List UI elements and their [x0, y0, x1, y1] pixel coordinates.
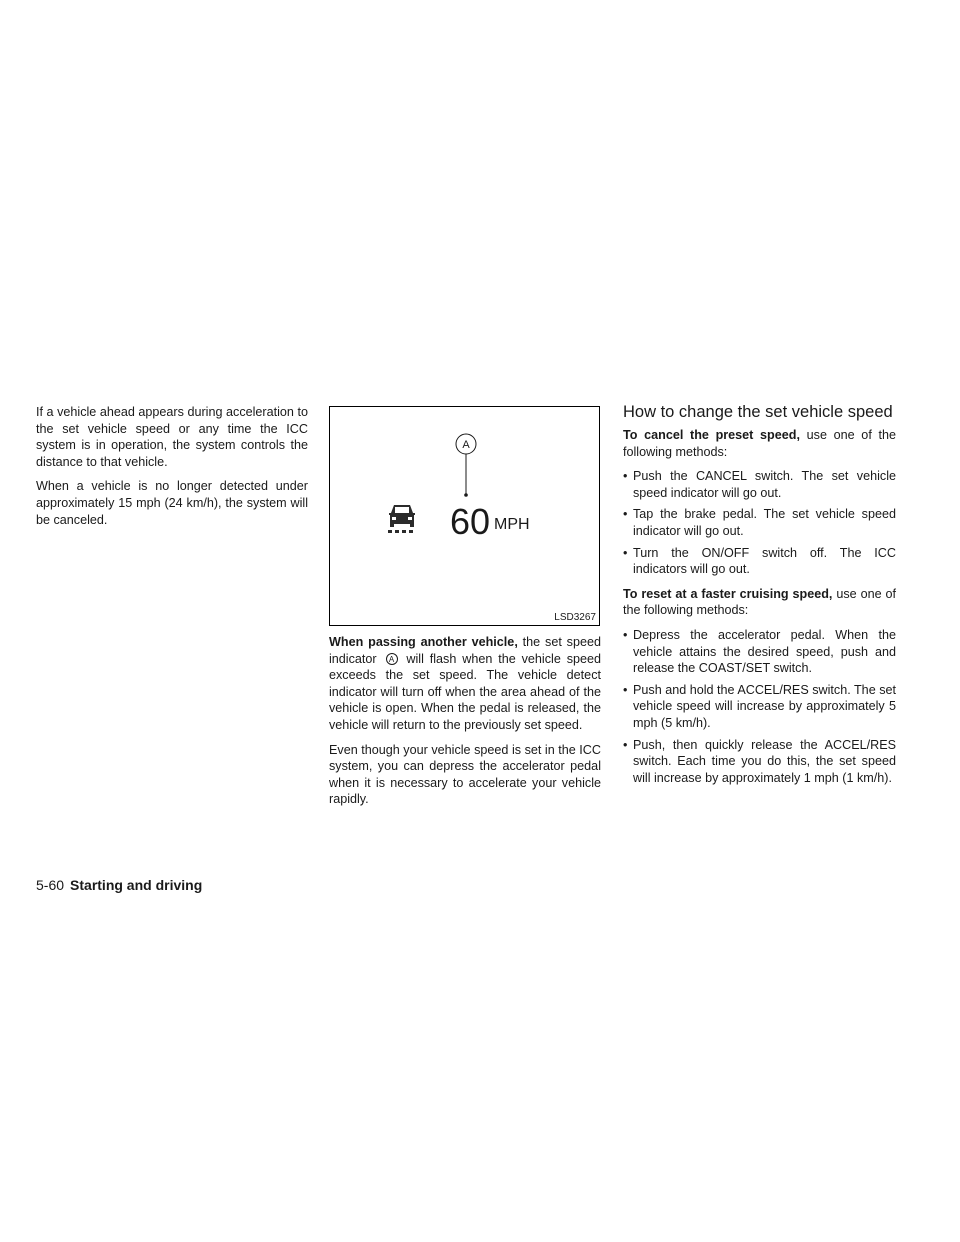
cancel-lead: To cancel the preset speed,	[623, 428, 800, 442]
vehicle-ahead-icon	[388, 505, 415, 533]
paragraph-cancel-below-speed: When a vehicle is no longer detected under approximately 15 mph (24 km/h), the system will be canceled.	[36, 479, 308, 527]
section-name: Starting and driving	[70, 877, 203, 893]
list-item: • Depress the accelerator pedal. When the vehicle attains the desired speed, push and release the COAST/SET switch.	[623, 627, 896, 677]
paragraph-vehicle-ahead: If a vehicle ahead appears during acceleration to the set vehicle speed or any time the ICC system is in operation, the system controls the distance to that vehicle.	[36, 405, 308, 469]
figure-code: LSD3267	[554, 612, 596, 623]
list-item: • Push the CANCEL switch. The set vehicle speed indicator will go out.	[623, 468, 896, 501]
figure-illustration	[330, 407, 601, 627]
left-column	[36, 404, 308, 536]
speed-indicator-figure	[329, 406, 600, 626]
passing-text-b: will flash when the vehicle speed exceeds the set speed. The vehicle detect indicator will turn off when the area ahead of the vehicle is open. When the pedal is released, the vehicle will return to the previously set speed.	[329, 651, 602, 732]
reset-methods-list	[623, 627, 896, 786]
passing-lead: When passing another vehicle,	[329, 635, 518, 649]
passing-text-a: the set speed indicator	[329, 635, 601, 666]
callout-label: A	[462, 439, 470, 451]
paragraph-cancel-intro	[623, 427, 896, 460]
set-speed-value: 60	[450, 501, 491, 542]
paragraph-passing	[329, 634, 601, 734]
reset-lead: To reset at a faster cruising speed,	[623, 586, 833, 601]
section-heading: How to change the set vehicle speed	[623, 403, 893, 421]
inline-callout-a: A	[386, 653, 398, 665]
list-item: • Push and hold the ACCEL/RES switch. The set vehicle speed will increase by approximately 5 mph (5 km/h).	[623, 682, 896, 732]
list-item: • Push, then quickly release the ACCEL/RES switch. Each time you do this, the set speed will increase by approximately 1 mph (1 km/h).	[623, 737, 896, 787]
callout-leader-dot	[464, 493, 468, 497]
paragraph-reset-intro	[623, 586, 896, 619]
page-footer	[36, 876, 202, 894]
paragraph-accelerate: Even though your vehicle speed is set in the ICC system, you can depress the accelerator pedal when it is necessary to accelerate your vehicle rapidly.	[329, 742, 601, 807]
speed-unit: MPH	[494, 516, 530, 533]
cancel-methods-list	[623, 468, 896, 578]
cancel-rest: use one of the following methods:	[623, 428, 896, 459]
page-number: 5-60	[36, 877, 65, 893]
middle-column	[329, 634, 601, 816]
right-column	[623, 404, 896, 794]
reset-rest: use one of the following methods:	[623, 586, 897, 618]
list-item: • Turn the ON/OFF switch off. The ICC indicators will go out.	[623, 545, 896, 578]
list-item: • Tap the brake pedal. The set vehicle speed indicator will go out.	[623, 506, 896, 539]
